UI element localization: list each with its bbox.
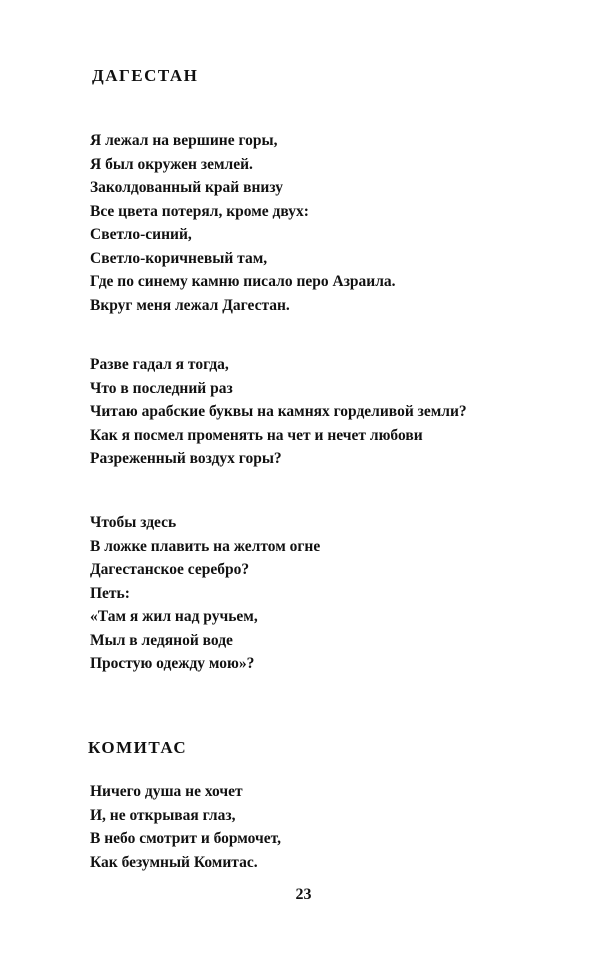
poem-line: В ложке плавить на желтом огне xyxy=(90,537,321,555)
poem-line: Чтобы здесь xyxy=(90,514,177,531)
poem-line: Светло-коричневый там, xyxy=(90,249,268,267)
poem-title-dagestan: ДАГЕСТАН xyxy=(92,66,199,85)
poem-title-komitas: КОМИТАС xyxy=(88,738,188,757)
poem-line: Ничего душа не хочет xyxy=(90,783,243,800)
stanza-dagestan-1 xyxy=(90,129,396,317)
poem-line: Я лежал на вершине горы, xyxy=(90,132,278,149)
poem-line: Что в последний раз xyxy=(90,379,233,397)
poem-line: В небо смотрит и бормочет, xyxy=(90,830,281,847)
poem-line: И, не открывая глаз, xyxy=(90,806,236,824)
poem-line: Все цвета потерял, кроме двух: xyxy=(90,202,309,220)
poem-line: Я был окружен землей. xyxy=(90,155,253,173)
poem-line: Как безумный Комитас. xyxy=(90,853,258,871)
poem-line: «Там я жил над ручьем, xyxy=(90,608,258,625)
poem-line: Мыл в ледяной воде xyxy=(90,631,233,649)
poem-line: Как я посмел променять на чет и нечет любови xyxy=(90,426,423,444)
page-number: 23 xyxy=(295,886,312,903)
poem-line: Вкруг меня лежал Дагестан. xyxy=(90,296,290,314)
poem-line: Читаю арабские буквы на камнях горделивой земли? xyxy=(90,403,467,420)
poem-line: Где по синему камню писало перо Азраила. xyxy=(90,273,396,290)
stanza-komitas-1 xyxy=(90,780,281,874)
poem-line: Разве гадал я тогда, xyxy=(90,356,229,373)
poem-line: Простую одежду мою»? xyxy=(90,655,255,672)
stanza-dagestan-3 xyxy=(90,511,320,676)
poem-line: Заколдованный край внизу xyxy=(90,179,283,196)
poem-line: Разреженный воздух горы? xyxy=(90,450,282,467)
poem-line: Светло-синий, xyxy=(90,226,192,243)
poem-line: Дагестанское серебро? xyxy=(90,561,250,578)
stanza-dagestan-2 xyxy=(90,353,467,471)
poem-line: Петь: xyxy=(90,584,130,602)
